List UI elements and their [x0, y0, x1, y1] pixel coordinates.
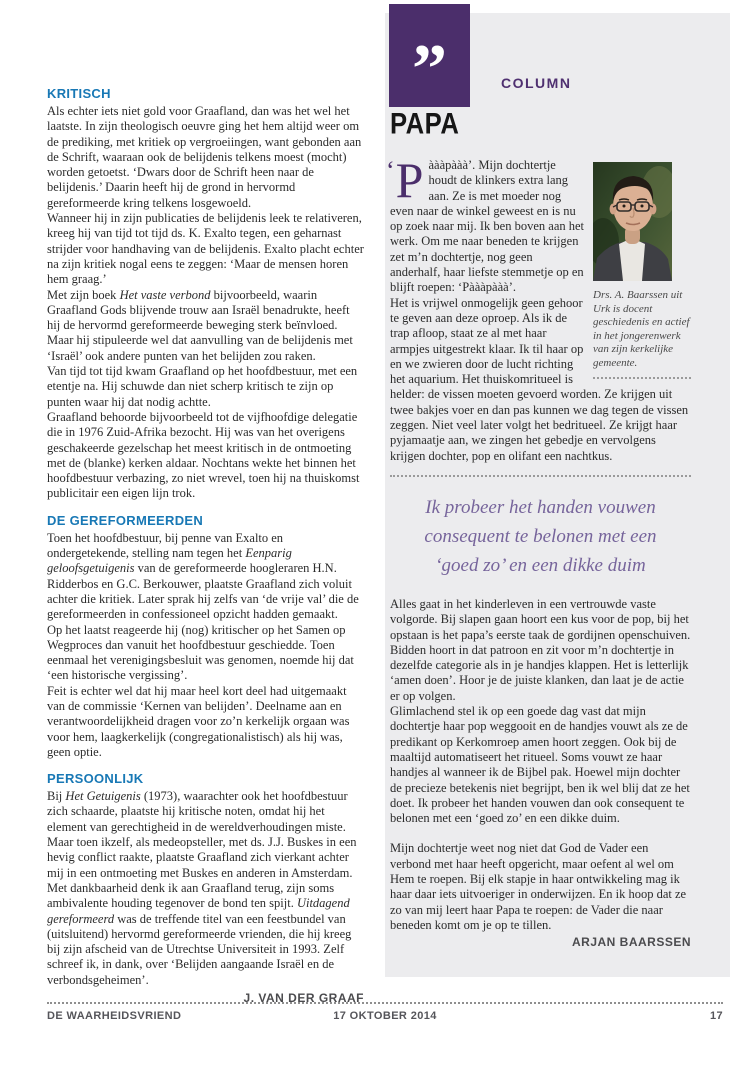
quote-icon: ”: [389, 4, 470, 107]
pull-quote-line: Ik probeer het handen vouwen: [425, 496, 656, 518]
photo-caption: Drs. A. Baarssen uit Urk is docent geschiedenis en actief in het jongerenwerk van zijn kerkelijke gemeente.: [593, 289, 690, 369]
column-title: PAPA: [390, 107, 460, 140]
article-paragraph: Graafland behoorde bijvoorbeeld tot de vijfhoofdige delegatie die in 1976 Zuid-Afrika bezocht. Hij was van het overigens geschakeerde gezelschap het meest kritisch in de ontmoeting met de (blanke) kerken aldaar. Nochtans wekte het binnen het hoofdbestuur verbazing, zo niet wrevel, toen hij na thuiskomst publicitair een eigen lijn trok.: [47, 409, 360, 501]
footer-page-number: 17: [709, 1010, 723, 1022]
section-heading-gereformeerden: DE GEREFORMEERDEN: [47, 512, 204, 528]
column-author-signature: ARJAN BAARSSEN: [571, 935, 691, 950]
article-paragraph: Bij Het Getuigenis (1973), waarachter ook het hoofdbestuur zich schaarde, plaatste hij kritische noten, omdat hij het element van gerechtigheid in de wereldverhoudingen miste. Maar toen ikzelf, als medeopsteller, met ds. J.J. Buskes in een hevig conflict raakte, plaatste Graafland zich vierkant achter mij in een ontmoeting met Buskes en anderen in Amsterdam.: [47, 789, 357, 880]
article-paragraph: Op het laatst reageerde hij (nog) kritischer op het Samen op Wegproces dan vanuit het hoofdbestuur geschiedde. Toen eenmaal het verenigingsbesluit was genomen, noemde hij dat ‘een historische vergissing’.: [47, 622, 354, 683]
article-paragraph: Met zijn boek Het vaste verbond bijvoorbeeld, waarin Graafland Gods blijvende trouw aan Israël benadrukte, heeft hij de hervormd gereformeerde beweging sterk beïnvloed. Maar hij stipuleerde wel dat aanvulling van de belijdenis met ‘Israël’ ook andere punten van het belijden zou raken.: [47, 287, 353, 363]
article-paragraph: Wanneer hij in zijn publicaties de belijdenis leek te relativeren, kreeg hij van tijd tot tijd ds. K. Exalto tegen, een geharnast strijder voor handhaving van de belijdenis. Exalto placht echter na zijn kritiek nogal eens te zeggen: ‘Maar de mensen horen hem graag.’: [47, 211, 364, 287]
main-article: [47, 86, 364, 1005]
column-paragraph: Mijn dochtertje weet nog niet dat God de Vader een verbond met haar heeft opgericht, maar oefent al wel om Hem te roepen. Bij elk stapje in haar ontwikkeling mag ik haar daar iets uitvoeriger in onderwijzen. En ik hoop dat ze zo van mij leert haar Papa te roepen: de Vader die naar beneden komt om je op te tillen.: [390, 841, 687, 932]
footer-divider: [47, 1002, 723, 1004]
article-paragraph: Als echter iets niet gold voor Graafland, dan was het wel het laatste. In zijn theologisch oeuvre ging het hem altijd weer om de prediking, met kritiek op vergroeiingen, want gebonden aan de Schrift, waaraan ook de belijdenis telkens moest (mocht) worden getoetst. ‘Dwars door de Schrift heen naar de belijdenis.’ Daarin heeft hij de grond in hervormd gereformeerde kring telkens losgewoeld.: [47, 104, 362, 210]
page-footer: [47, 1002, 723, 1022]
article-paragraph: Toen het hoofdbestuur, bij penne van Exalto en ondergetekende, stelling nam tegen het Eenparig geloofsgetuigenis van de gereformeerde hoogleraren H.N. Ridderbos en G.C. Berkouwer, plaatste Graafland zich voluit achter die kritiek. Later sprak hij zelfs van ‘de vrije val’ die de gereformeerden in confessioneel opzicht hadden gemaakt.: [47, 530, 359, 622]
author-photo-block: [593, 162, 691, 379]
column-body: [386, 152, 691, 950]
pull-quote-line: ‘goed zo’ en een dikke duim: [435, 554, 646, 576]
section-heading-kritisch: KRITISCH: [47, 86, 111, 101]
column-kicker: COLUMN: [501, 75, 572, 91]
column-paragraph-text: àààpààà’. Mijn dochtertje houdt de klinkers extra lang aan. Ze is met moeder nog even naar de winkel geweest en is nu op zoek naar mij. Ik ben boven aan het werk. Om me naar beneden te krijgen zet m’n dochtertje, nog geen anderhalf, haar liefste stemmetje op en blijft roepen: ‘Pàààpààà’.: [390, 158, 585, 295]
author-signature: J. VAN DER GRAAF: [243, 991, 364, 1006]
drop-cap: ‘P: [386, 152, 424, 208]
footer-magazine-name: DE WAARHEIDSVRIEND: [47, 1010, 182, 1022]
dotted-separator: [390, 475, 691, 477]
footer-date: 17 OKTOBER 2014: [333, 1010, 437, 1022]
column-paragraph: Glimlachend stel ik op een goede dag vast dat mijn dochtertje haar pop weggooit en de handjes vouwt als ze de predikant op Kerkomroep amen hoort zeggen. Ook bij de maaltijd automatiseert het ritueel. Soms vouwt ze haar handjes al wanneer ik de Bijbel pak. Hoewel mijn dochter de precieze betekenis niet begrijpt, ben ik wel blij dat ze het doet. Ik probeer het handen vouwen dan ook consequent te belonen met een ‘goed zo’ en een dikke duim.: [390, 704, 690, 826]
pull-quote: [390, 493, 691, 580]
column-panel: [385, 13, 730, 977]
article-paragraph: Feit is echter wel dat hij maar heel kort deel had uitgemaakt van de commissie ‘Kernen van belijden’. Deelname aan en verantwoordelijkheid dragen voor zo’n kerkelijk orgaan was voor hem, laagkerkelijk (congregationalistisch) als hij was, geen optie.: [47, 683, 350, 759]
column-paragraph: Het is vrijwel onmogelijk geen gehoor te geven aan deze oproep. Als ik de trap afloop, staat ze al met haar armpjes uitgestrekt klaar. Ik til haar op en we zwieren door de lucht richting het aquarium. Het thuiskomritueel is helder: de vissen moeten gevoerd worden. Ze krijgen uit twee bakjes voer en dan pas kunnen we dag tegen de vissen zeggen. Niet veel later volgt het bedritueel. Ze krijgt haar pyjamaatje aan, we zingen het gebedje en vervolgens krijgen dochter, pop en olifant een nachtkus.: [390, 295, 689, 463]
caption-divider: [593, 377, 691, 379]
section-heading-persoonlijk: PERSOONLIJK: [47, 771, 144, 787]
pull-quote-line: consequent te belonen met een: [424, 525, 657, 547]
column-paragraph: Alles gaat in het kinderleven in een vertrouwde vaste volgorde. Bij slapen gaan hoort een kus voor de pop, bij het opstaan is het papa’s eerste taak de gordijnen openschuiven. Bidden hoort in dat patroon en zit voor m’n dochtertje in dezelfde categorie als in je handjes klappen. Het is letterlijk ‘amen doen’. Hoor je de juiste klanken, dan laat je de actie er op volgen.: [390, 596, 691, 703]
portrait-photo: [593, 162, 672, 281]
article-paragraph: Met dankbaarheid denk ik aan Graafland terug, zijn soms ambivalente houding tegenover de bond ten spijt. Uitdagend gereformeerd was de treffende titel van een feestbundel van (uitsluitend) hervormd gereformeerde vrienden, die hij kreeg bij zijn afscheid van de Utrechtse Universiteit in 1993. Zelf schreef ik, in dank, over ‘Belijden aangaande Israël en de verbondsgeheimen’.: [47, 880, 352, 987]
article-paragraph: Van tijd tot tijd kwam Graafland op het hoofdbestuur, met een etentje na. Hij schuwde dan niet scherp kritisch te zijn op punten waar hij dat nodig achtte.: [47, 364, 358, 409]
